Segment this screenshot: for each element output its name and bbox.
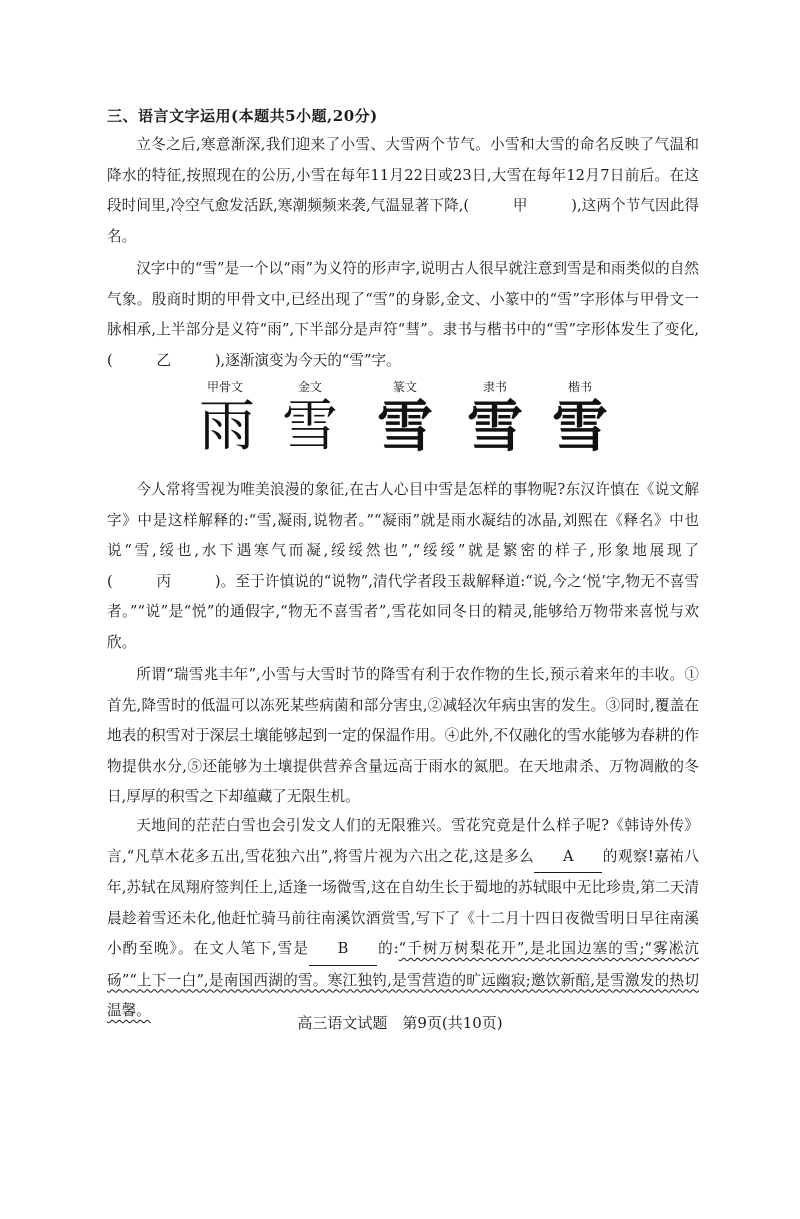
paragraph-3-end: 。至于许慎说的“说物”,清代学者段玉裁解释道:“说,今之‘悦’字,物无不喜雪者。”“说”是“悦”的通假字,“物无不喜雪者”,雪花如同冬日的精灵,能够给万物带来喜悦与欢欣。 bbox=[107, 572, 699, 651]
script-glyph-seal: 雪 bbox=[377, 394, 433, 460]
paragraph-5-text-a: 天地间的茫茫白雪也会引发文人们的无限雅兴。雪花究竟是什么样子呢?《韩诗外传》言,“凡草木花多五出,雪花独六出”,将雪片视为六出之花,这是多么 bbox=[107, 817, 699, 865]
paragraph-3-text: 今人常将雪视为唯美浪漫的象征,在古人心目中雪是怎样的事物呢?东汉许慎在《说文解字》中是这样解释的:“雪,凝雨,说物者。”“凝雨”就是雨水凝结的冰晶,刘熙在《释名》中也说“雪,绥也,水下遇寒气而凝,绥绥然也”,“绥绥”就是繁密的样子,形象地展现了 bbox=[107, 481, 699, 559]
script-seal bbox=[360, 378, 450, 458]
paragraph-5-text-b: 的观察!嘉祐八年,苏轼在凤翔府签判任上,适逢一场微雪,这在自幼生长于蜀地的苏轼眼中无比珍贵,第二天清晨趁着雪还未化,他赶忙骑马前往南溪饮酒赏雪,写下了《十二月十四日夜微雪明日早往南溪小酌至晚》。在文人笔下,雪是 bbox=[107, 847, 699, 957]
paragraph-1-end: ,这两个节气因此得名。 bbox=[107, 197, 699, 245]
section-title: 三、语言文字运用(本题共5小题,20分) bbox=[107, 107, 378, 125]
script-evolution-figure bbox=[180, 378, 620, 468]
paragraph-1 bbox=[107, 130, 699, 252]
script-glyph-regular: 雪 bbox=[552, 394, 608, 460]
script-label-clerical: 隶书 bbox=[482, 380, 507, 394]
script-oracle-bone bbox=[180, 378, 270, 458]
paragraph-3 bbox=[107, 475, 699, 658]
script-regular bbox=[535, 378, 625, 458]
script-label-bronze: 金文 bbox=[297, 380, 322, 394]
page-footer: 高三语文试题 第9页(共10页) bbox=[297, 1014, 503, 1032]
script-clerical bbox=[450, 378, 540, 458]
paragraph-2 bbox=[107, 254, 699, 376]
paragraph-5-text-c: 的: bbox=[377, 940, 399, 957]
script-label-seal: 篆文 bbox=[392, 380, 417, 394]
script-glyph-clerical: 雪 bbox=[467, 394, 523, 460]
paragraph-2-end: ,逐渐演变为今天的“雪”字。 bbox=[220, 351, 401, 369]
script-label-regular: 楷书 bbox=[567, 380, 592, 394]
blank-yi: ( 乙 ) bbox=[107, 351, 221, 369]
script-glyph-bronze: 雪 bbox=[282, 394, 338, 459]
paragraph-1-text: 立冬之后,寒意渐深,我们迎来了小雪、大雪两个节气。小雪和大雪的命名反映了气温和降水的特征,按照现在的公历,小雪在每年11月22日或23日,大雪在每年12月7日前后。在这段时间里,冷空气愈发活跃,寒潮频频来袭,气温显著下降, bbox=[107, 136, 699, 214]
paragraph-4 bbox=[107, 660, 699, 813]
blank-jia: ( 甲 ) bbox=[463, 197, 577, 214]
paragraph-5 bbox=[107, 811, 699, 1027]
wavy-underlined-text: “千树万树梨花开”,是北国边塞的雪;“雾凇沆砀”“上下一白”,是南国西湖的雪。寒江独钓,是雪营造的旷远幽寂;邀饮新醅,是雪激发的热切温馨。 bbox=[107, 940, 699, 1019]
blank-a: A bbox=[534, 842, 602, 874]
script-label-oracle-bone: 甲骨文 bbox=[206, 380, 243, 394]
script-glyph-oracle-bone: 雨 bbox=[199, 394, 251, 459]
blank-bing: ( 丙 ) bbox=[107, 572, 221, 590]
script-bronze bbox=[265, 378, 355, 458]
blank-b: B bbox=[309, 934, 377, 966]
paragraph-2-text: 汉字中的“雪”是一个以“雨”为义符的形声字,说明古人很早就注意到雪是和雨类似的自然气象。殷商时期的甲骨文中,已经出现了“雪”的身影,金文、小篆中的“雪”字形体与甲骨文一脉相承,上半部分是义符“雨”,下半部分是声符“彗”。隶书与楷书中的“雪”字形体发生了变化, bbox=[107, 260, 699, 338]
paragraph-4-text: 所谓“瑞雪兆丰年”,小雪与大雪时节的降雪有利于农作物的生长,预示着来年的丰收。①首先,降雪时的低温可以冻死某些病菌和部分害虫,②减轻次年病虫害的发生。③同时,覆盖在地表的积雪对于深层土壤能够起到一定的保温作用。④此外,不仅融化的雪水能够为春耕的作物提供水分,⑤还能够为土壤提供营养含量远高于雨水的氮肥。在天地肃杀、万物凋敝的冬日,厚厚的积雪之下却蕴藏了无限生机。 bbox=[107, 666, 699, 805]
